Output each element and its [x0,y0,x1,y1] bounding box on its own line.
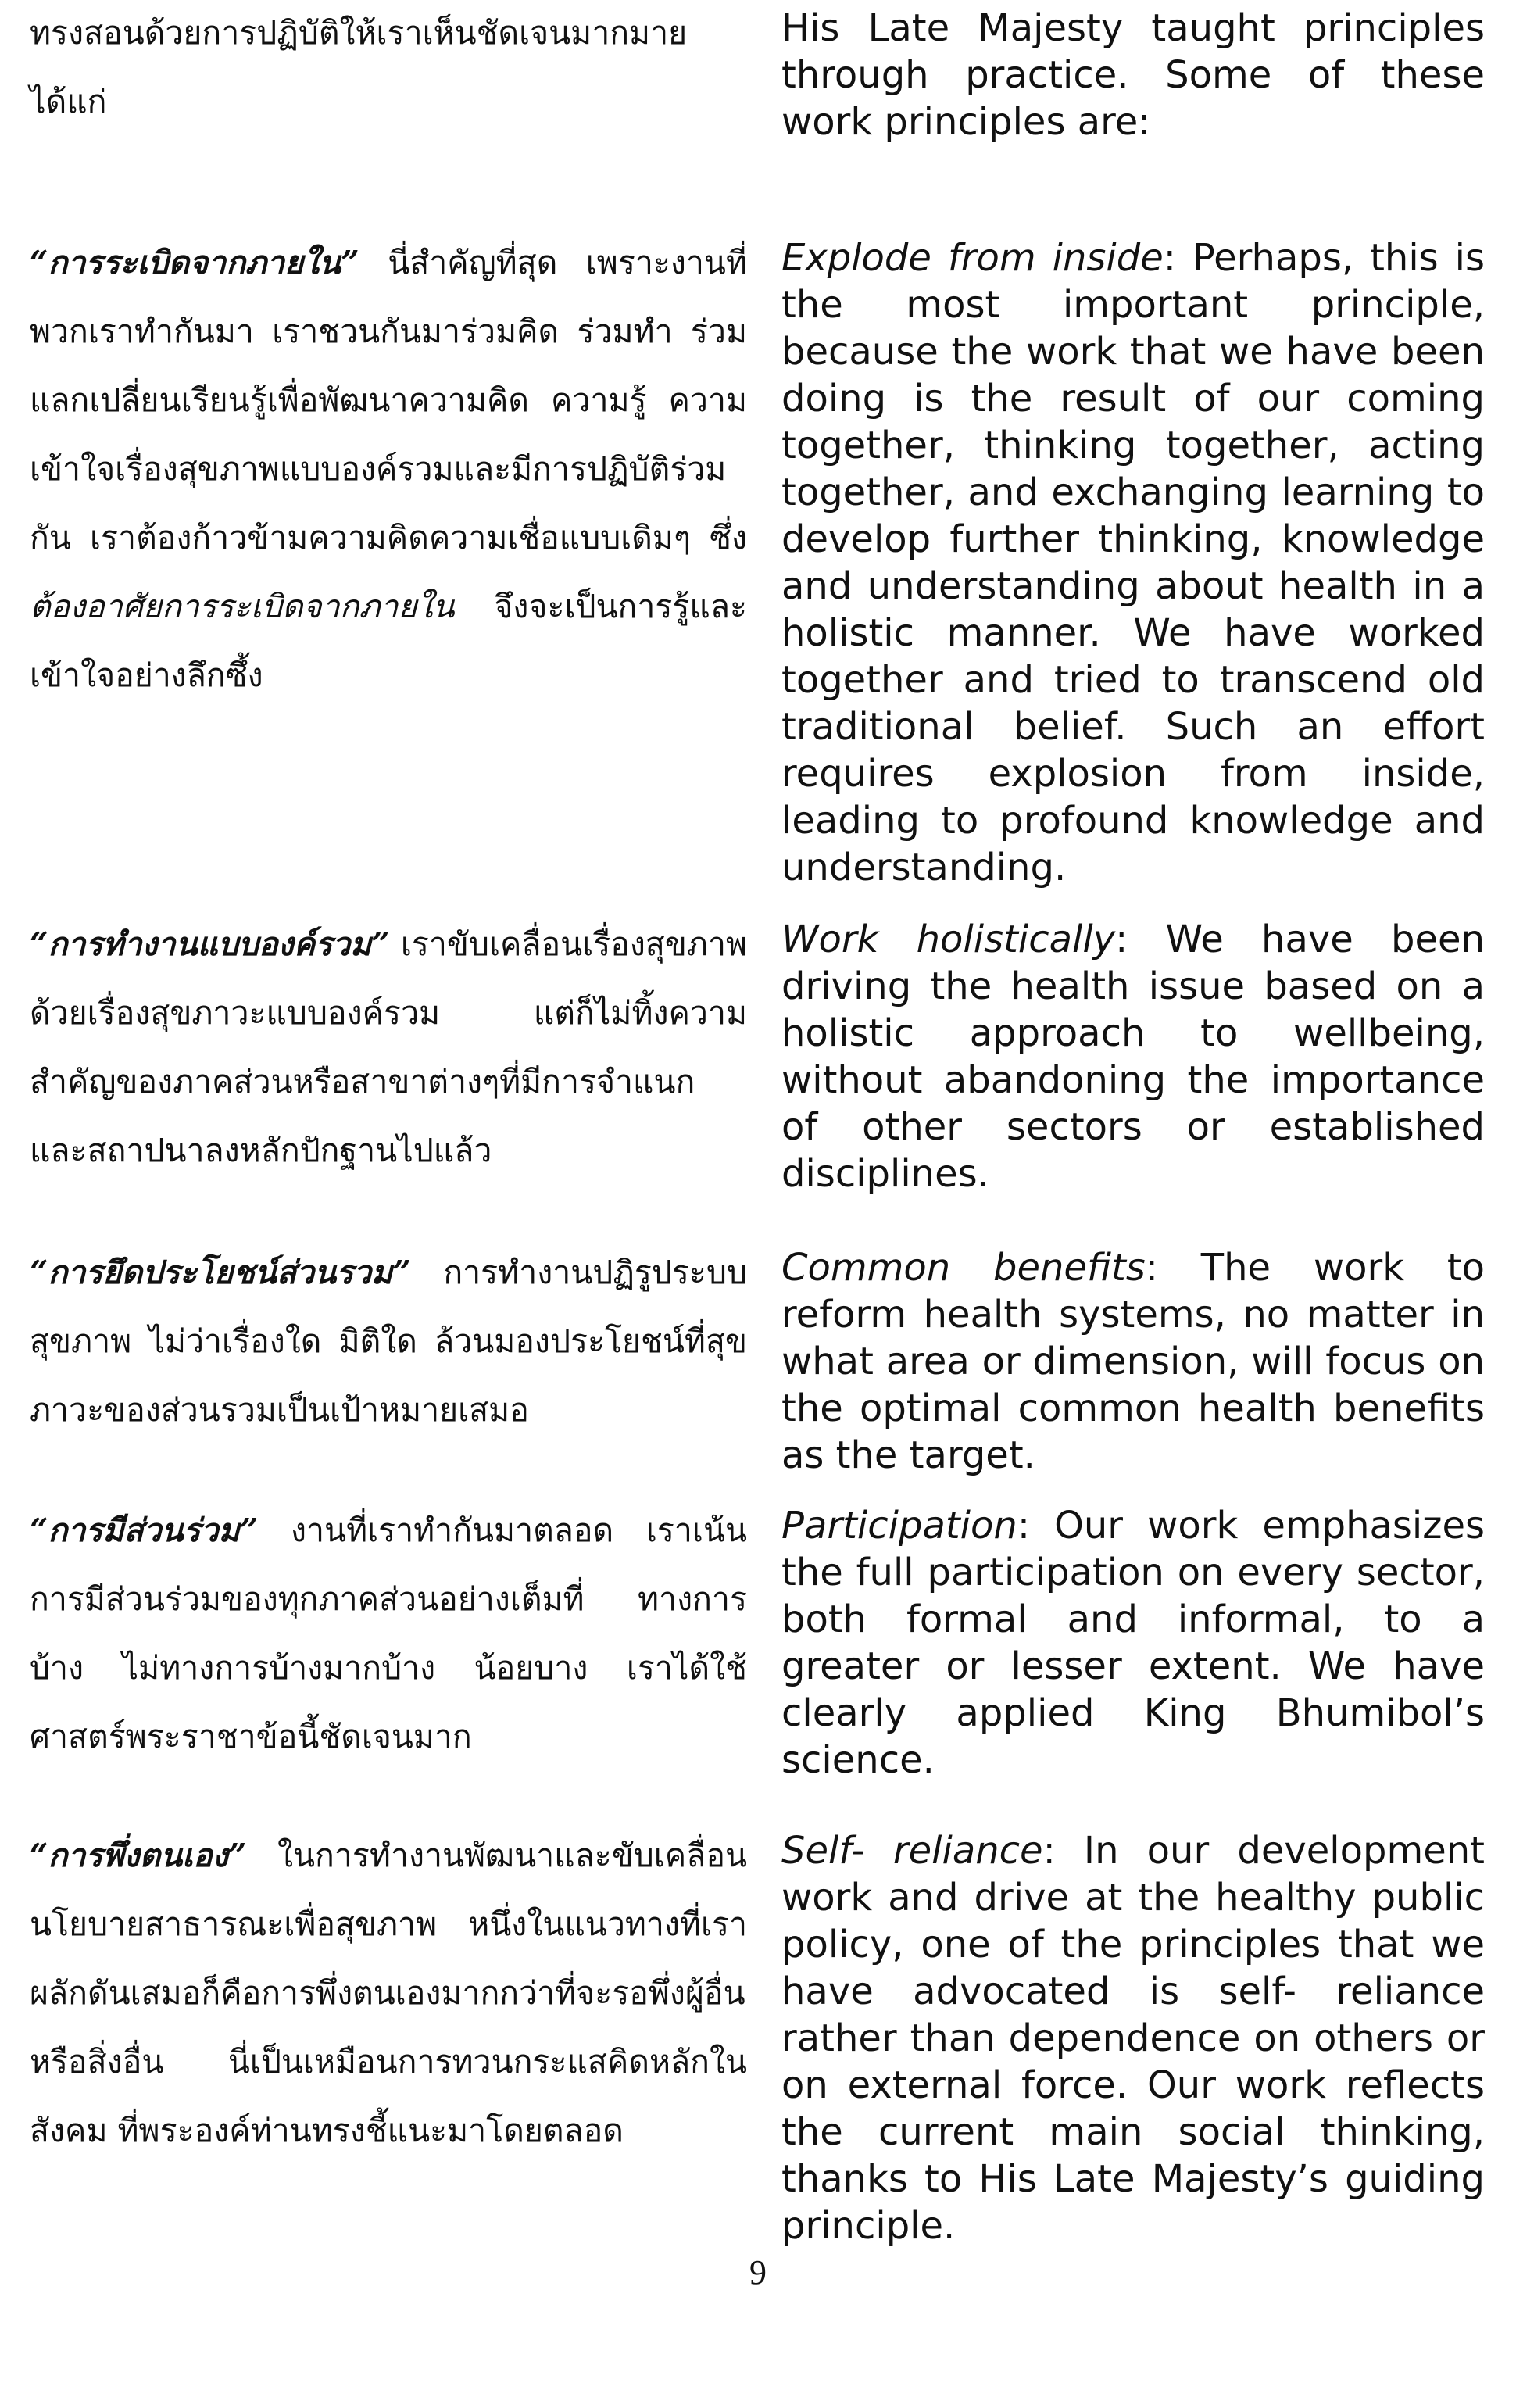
intro-english-text [781,5,1485,145]
principle-english-term: Self- reliance [781,1829,1043,1873]
principle-thai-text [30,1238,747,1444]
principle-thai-term: “การทำงานแบบองค์รวม” [30,925,390,963]
principle-english-term: Work holistically [781,918,1116,961]
principle-english-body: : The work to reform health systems, no matter in what area or dimension, will focus on the optimal common health benefits as the target. [781,1246,1486,1477]
principle-english-body: : Our work emphasizes the full participation on every sector, both formal and informal, to a greater or lesser extent. We have clearly applied King Bhumibol’s science. [781,1504,1485,1782]
principle-english-text [781,916,1485,1197]
principle-english-text [781,1244,1485,1479]
principle-english-term: Explode from inside [781,236,1164,280]
principle-thai-text [30,1496,747,1771]
principle-english-text [781,234,1485,891]
principle-thai-text [30,228,747,710]
principle-thai-body: งานที่เราทำกันมาตลอด เราเน้นการมีส่วนร่วมของทุกภาคส่วนอย่างเต็มที่ ทางการบ้าง ไม่ทางการบ้างมากบ้าง น้อยบาง เราได้ใช้ศาสตร์พระราชาข้อนี้ชัดเจนมาก [30,1512,747,1755]
principle-thai-text [30,1821,747,2165]
principle-thai-term: “การระเบิดจากภายใน” [30,244,359,281]
principle-thai-body: นี่สำคัญที่สุด เพราะงานที่พวกเราทำกันมา เราชวนกันมาร่วมคิด ร่วมทำ ร่วมแลกเปลี่ยนเรียนรู้เพื่อพัฒนาความคิด ความรู้ ความเข้าใจเรื่องสุขภาพแบบองค์รวมและมีการปฏิบัติร่วมกัน เราต้องก้าวข้ามความคิดความเชื่อแบบเดิมๆ ซึ่ง [30,244,747,556]
intro-thai: ทรงสอนด้วยการปฏิบัติให้เราเห็นชัดเจนมากมาย ได้แก่ [30,14,688,120]
principle-english-text [781,1502,1485,1784]
intro-thai-text [30,0,747,136]
principle-english-body: : Perhaps, this is the most important principle, because the work that we have been doing is the result of our coming together, thinking together, acting together, and exchanging learning to develop further thinking, knowledge and understanding about health in a holistic manner. We have worked together and tried to transcend old traditional belief. Such an effort requires explosion from inside, leading to profound knowledge and understanding. [781,236,1486,889]
principle-thai-body: เราขับเคลื่อนเรื่องสุขภาพด้วยเรื่องสุขภาวะแบบองค์รวม แต่ก็ไม่ทิ้งความสำคัญของภาคส่วนหรือสาขาต่างๆที่มีการจำแนกและสถาปนาลงหลักปักฐานไปแล้ว [30,925,747,1169]
principle-thai-italic: ต้องอาศัยการระเบิดจากภายใน [30,588,455,625]
principle-thai-term: “การพึ่งตนเอง” [30,1837,247,1874]
principle-english-text [781,1827,1485,2249]
principle-thai-text [30,910,747,1185]
principle-thai-tail: จึงจะเป็นการรู้และเข้าใจอย่างลึกซึ้ง [30,588,747,694]
page-number: 9 [749,2253,767,2292]
principle-english-term: Common benefits [781,1246,1146,1290]
principle-thai-term: “การมีส่วนร่วม” [30,1512,259,1549]
principle-english-body: : In our development work and drive at the healthy public policy, one of the principles that we have advocated is self- reliance rather than dependence on others or on external force. Our work reflects the current main social thinking, thanks to His Late Majesty’s guiding principle. [781,1829,1485,2248]
principle-english-term: Participation [781,1504,1017,1547]
principle-thai-body: ในการทำงานพัฒนาและขับเคลื่อนนโยบายสาธารณะเพื่อสุขภาพ หนึ่งในแนวทางที่เราผลักดันเสมอก็คือการพึ่งตนเองมากกว่าที่จะรอพึ่งผู้อื่นหรือสิ่งอื่น นี่เป็นเหมือนการทวนกระแสคิดหลักในสังคม ที่พระองค์ท่านทรงชี้แนะมาโดยตลอด [30,1837,747,2149]
principle-thai-body: การทำงานปฏิรูประบบสุขภาพ ไม่ว่าเรื่องใด มิติใด ล้วนมองประโยชน์ที่สุขภาวะของส่วนรวมเป็นเป้าหมายเสมอ [30,1254,747,1429]
principle-english-body: : We have been driving the health issue based on a holistic approach to wellbeing, without abandoning the importance of other sectors or established disciplines. [781,918,1486,1196]
intro-english: His Late Majesty taught principles through practice. Some of these work principles are: [781,6,1485,144]
principle-thai-term: “การยึดประโยชน์ส่วนรวม” [30,1254,411,1291]
